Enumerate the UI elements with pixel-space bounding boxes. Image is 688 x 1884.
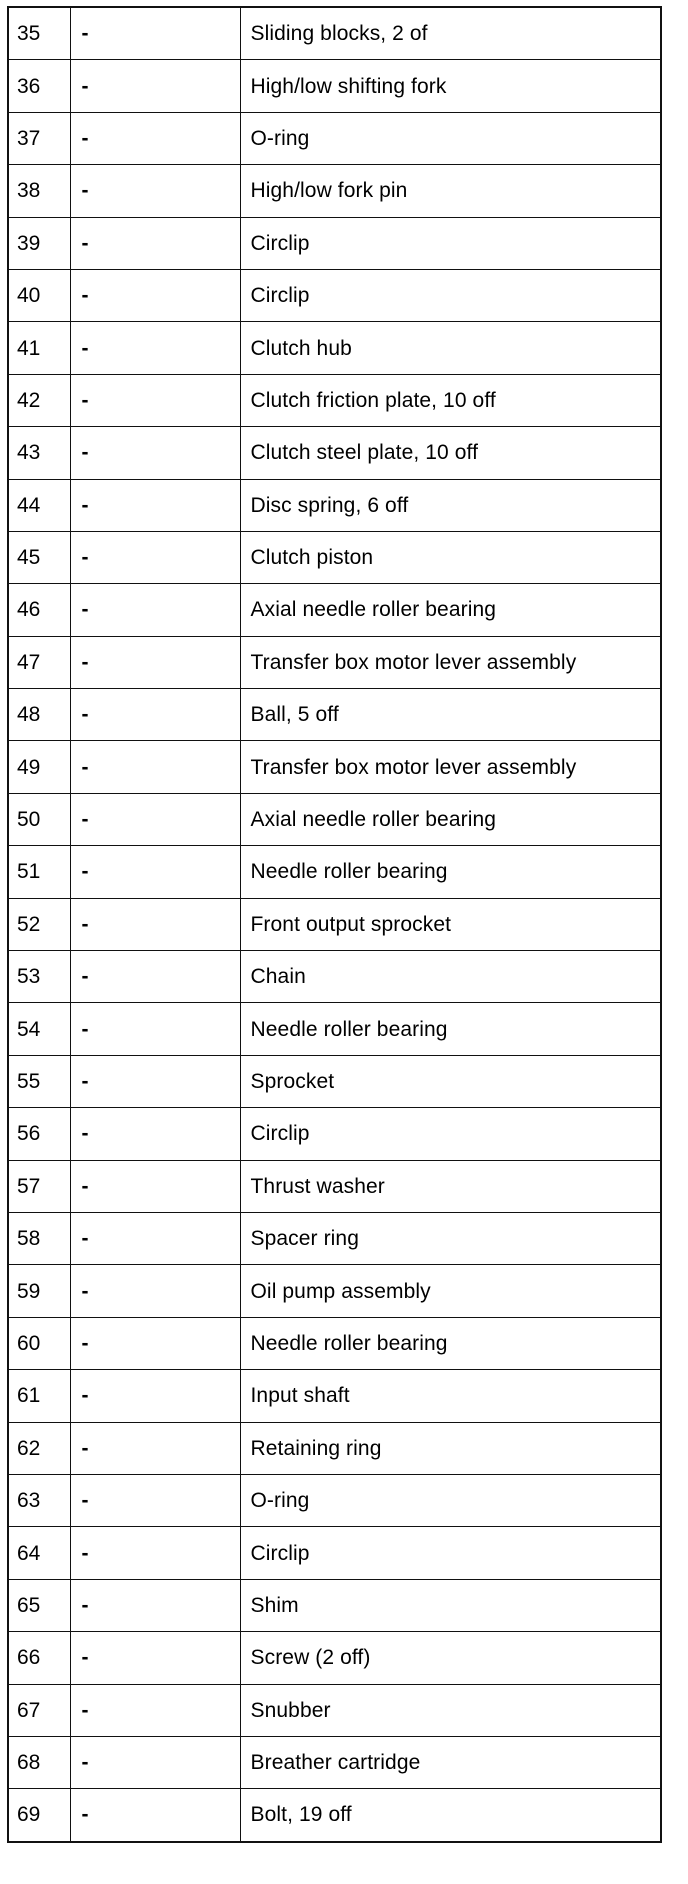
part-description-cell: Bolt, 19 off	[240, 1789, 661, 1842]
separator-cell: -	[70, 427, 240, 479]
part-number-cell: 59	[8, 1265, 70, 1317]
part-number-cell: 43	[8, 427, 70, 479]
part-number-cell: 56	[8, 1108, 70, 1160]
part-description-cell: Circlip	[240, 1527, 661, 1579]
part-description-cell: Needle roller bearing	[240, 846, 661, 898]
part-number-cell: 47	[8, 636, 70, 688]
table-row	[8, 1527, 661, 1579]
part-description-cell: Sliding blocks, 2 of	[240, 7, 661, 60]
separator-cell: -	[70, 1003, 240, 1055]
table-row	[8, 898, 661, 950]
table-row	[8, 1684, 661, 1736]
table-row	[8, 1579, 661, 1631]
part-number-cell: 62	[8, 1422, 70, 1474]
separator-cell: -	[70, 636, 240, 688]
part-description-cell: Axial needle roller bearing	[240, 793, 661, 845]
separator-cell: -	[70, 793, 240, 845]
part-description-cell: Transfer box motor lever assembly	[240, 636, 661, 688]
separator-cell: -	[70, 584, 240, 636]
table-row	[8, 1265, 661, 1317]
part-number-cell: 45	[8, 531, 70, 583]
part-number-cell: 36	[8, 60, 70, 112]
table-row	[8, 1160, 661, 1212]
table-row	[8, 427, 661, 479]
part-description-cell: Clutch piston	[240, 531, 661, 583]
part-description-cell: High/low fork pin	[240, 165, 661, 217]
part-number-cell: 39	[8, 217, 70, 269]
part-number-cell: 46	[8, 584, 70, 636]
table-row	[8, 1055, 661, 1107]
separator-cell: -	[70, 951, 240, 1003]
part-description-cell: Needle roller bearing	[240, 1317, 661, 1369]
part-number-cell: 50	[8, 793, 70, 845]
part-number-cell: 58	[8, 1212, 70, 1264]
part-number-cell: 65	[8, 1579, 70, 1631]
part-description-cell: Needle roller bearing	[240, 1003, 661, 1055]
part-description-cell: Transfer box motor lever assembly	[240, 741, 661, 793]
part-description-cell: Ball, 5 off	[240, 689, 661, 741]
table-row	[8, 1003, 661, 1055]
part-number-cell: 64	[8, 1527, 70, 1579]
table-row	[8, 1108, 661, 1160]
table-row	[8, 1632, 661, 1684]
part-number-cell: 37	[8, 112, 70, 164]
separator-cell: -	[70, 1108, 240, 1160]
part-number-cell: 54	[8, 1003, 70, 1055]
part-number-cell: 53	[8, 951, 70, 1003]
separator-cell: -	[70, 479, 240, 531]
separator-cell: -	[70, 322, 240, 374]
table-row	[8, 531, 661, 583]
separator-cell: -	[70, 1527, 240, 1579]
separator-cell: -	[70, 1317, 240, 1369]
part-number-cell: 51	[8, 846, 70, 898]
table-row	[8, 1317, 661, 1369]
part-description-cell: Retaining ring	[240, 1422, 661, 1474]
table-row	[8, 1736, 661, 1788]
part-number-cell: 61	[8, 1370, 70, 1422]
separator-cell: -	[70, 1474, 240, 1526]
separator-cell: -	[70, 269, 240, 321]
part-description-cell: Input shaft	[240, 1370, 661, 1422]
part-description-cell: Sprocket	[240, 1055, 661, 1107]
separator-cell: -	[70, 741, 240, 793]
part-number-cell: 68	[8, 1736, 70, 1788]
parts-list-table	[7, 6, 662, 1843]
part-number-cell: 38	[8, 165, 70, 217]
part-number-cell: 42	[8, 374, 70, 426]
separator-cell: -	[70, 1265, 240, 1317]
part-number-cell: 67	[8, 1684, 70, 1736]
table-row	[8, 689, 661, 741]
part-number-cell: 60	[8, 1317, 70, 1369]
table-row	[8, 479, 661, 531]
table-row	[8, 217, 661, 269]
part-description-cell: Clutch steel plate, 10 off	[240, 427, 661, 479]
part-description-cell: Snubber	[240, 1684, 661, 1736]
part-description-cell: Breather cartridge	[240, 1736, 661, 1788]
separator-cell: -	[70, 217, 240, 269]
table-row	[8, 636, 661, 688]
part-number-cell: 69	[8, 1789, 70, 1842]
parts-table-body	[8, 7, 661, 1842]
separator-cell: -	[70, 898, 240, 950]
part-description-cell: Circlip	[240, 269, 661, 321]
separator-cell: -	[70, 1055, 240, 1107]
part-number-cell: 44	[8, 479, 70, 531]
part-description-cell: Shim	[240, 1579, 661, 1631]
part-description-cell: Circlip	[240, 217, 661, 269]
part-number-cell: 63	[8, 1474, 70, 1526]
part-number-cell: 49	[8, 741, 70, 793]
separator-cell: -	[70, 1684, 240, 1736]
part-description-cell: Front output sprocket	[240, 898, 661, 950]
separator-cell: -	[70, 1789, 240, 1842]
part-description-cell: Screw (2 off)	[240, 1632, 661, 1684]
table-row	[8, 1370, 661, 1422]
separator-cell: -	[70, 689, 240, 741]
table-row	[8, 1789, 661, 1842]
part-description-cell: O-ring	[240, 1474, 661, 1526]
table-row	[8, 1474, 661, 1526]
separator-cell: -	[70, 374, 240, 426]
separator-cell: -	[70, 1212, 240, 1264]
separator-cell: -	[70, 60, 240, 112]
separator-cell: -	[70, 1160, 240, 1212]
part-description-cell: Clutch hub	[240, 322, 661, 374]
separator-cell: -	[70, 112, 240, 164]
part-description-cell: Axial needle roller bearing	[240, 584, 661, 636]
separator-cell: -	[70, 531, 240, 583]
part-description-cell: High/low shifting fork	[240, 60, 661, 112]
part-number-cell: 52	[8, 898, 70, 950]
part-description-cell: Disc spring, 6 off	[240, 479, 661, 531]
separator-cell: -	[70, 846, 240, 898]
table-row	[8, 741, 661, 793]
part-number-cell: 35	[8, 7, 70, 60]
separator-cell: -	[70, 1579, 240, 1631]
separator-cell: -	[70, 1370, 240, 1422]
table-row	[8, 793, 661, 845]
separator-cell: -	[70, 1632, 240, 1684]
part-description-cell: Oil pump assembly	[240, 1265, 661, 1317]
part-description-cell: Spacer ring	[240, 1212, 661, 1264]
separator-cell: -	[70, 1422, 240, 1474]
separator-cell: -	[70, 7, 240, 60]
part-number-cell: 55	[8, 1055, 70, 1107]
separator-cell: -	[70, 165, 240, 217]
part-number-cell: 40	[8, 269, 70, 321]
part-number-cell: 41	[8, 322, 70, 374]
table-row	[8, 374, 661, 426]
table-row	[8, 60, 661, 112]
part-description-cell: O-ring	[240, 112, 661, 164]
table-row	[8, 269, 661, 321]
part-number-cell: 57	[8, 1160, 70, 1212]
table-row	[8, 584, 661, 636]
table-row	[8, 951, 661, 1003]
table-row	[8, 165, 661, 217]
table-row	[8, 7, 661, 60]
part-number-cell: 48	[8, 689, 70, 741]
table-row	[8, 1212, 661, 1264]
separator-cell: -	[70, 1736, 240, 1788]
part-description-cell: Thrust washer	[240, 1160, 661, 1212]
part-description-cell: Chain	[240, 951, 661, 1003]
part-description-cell: Circlip	[240, 1108, 661, 1160]
table-row	[8, 112, 661, 164]
table-row	[8, 846, 661, 898]
table-row	[8, 1422, 661, 1474]
table-row	[8, 322, 661, 374]
part-number-cell: 66	[8, 1632, 70, 1684]
part-description-cell: Clutch friction plate, 10 off	[240, 374, 661, 426]
